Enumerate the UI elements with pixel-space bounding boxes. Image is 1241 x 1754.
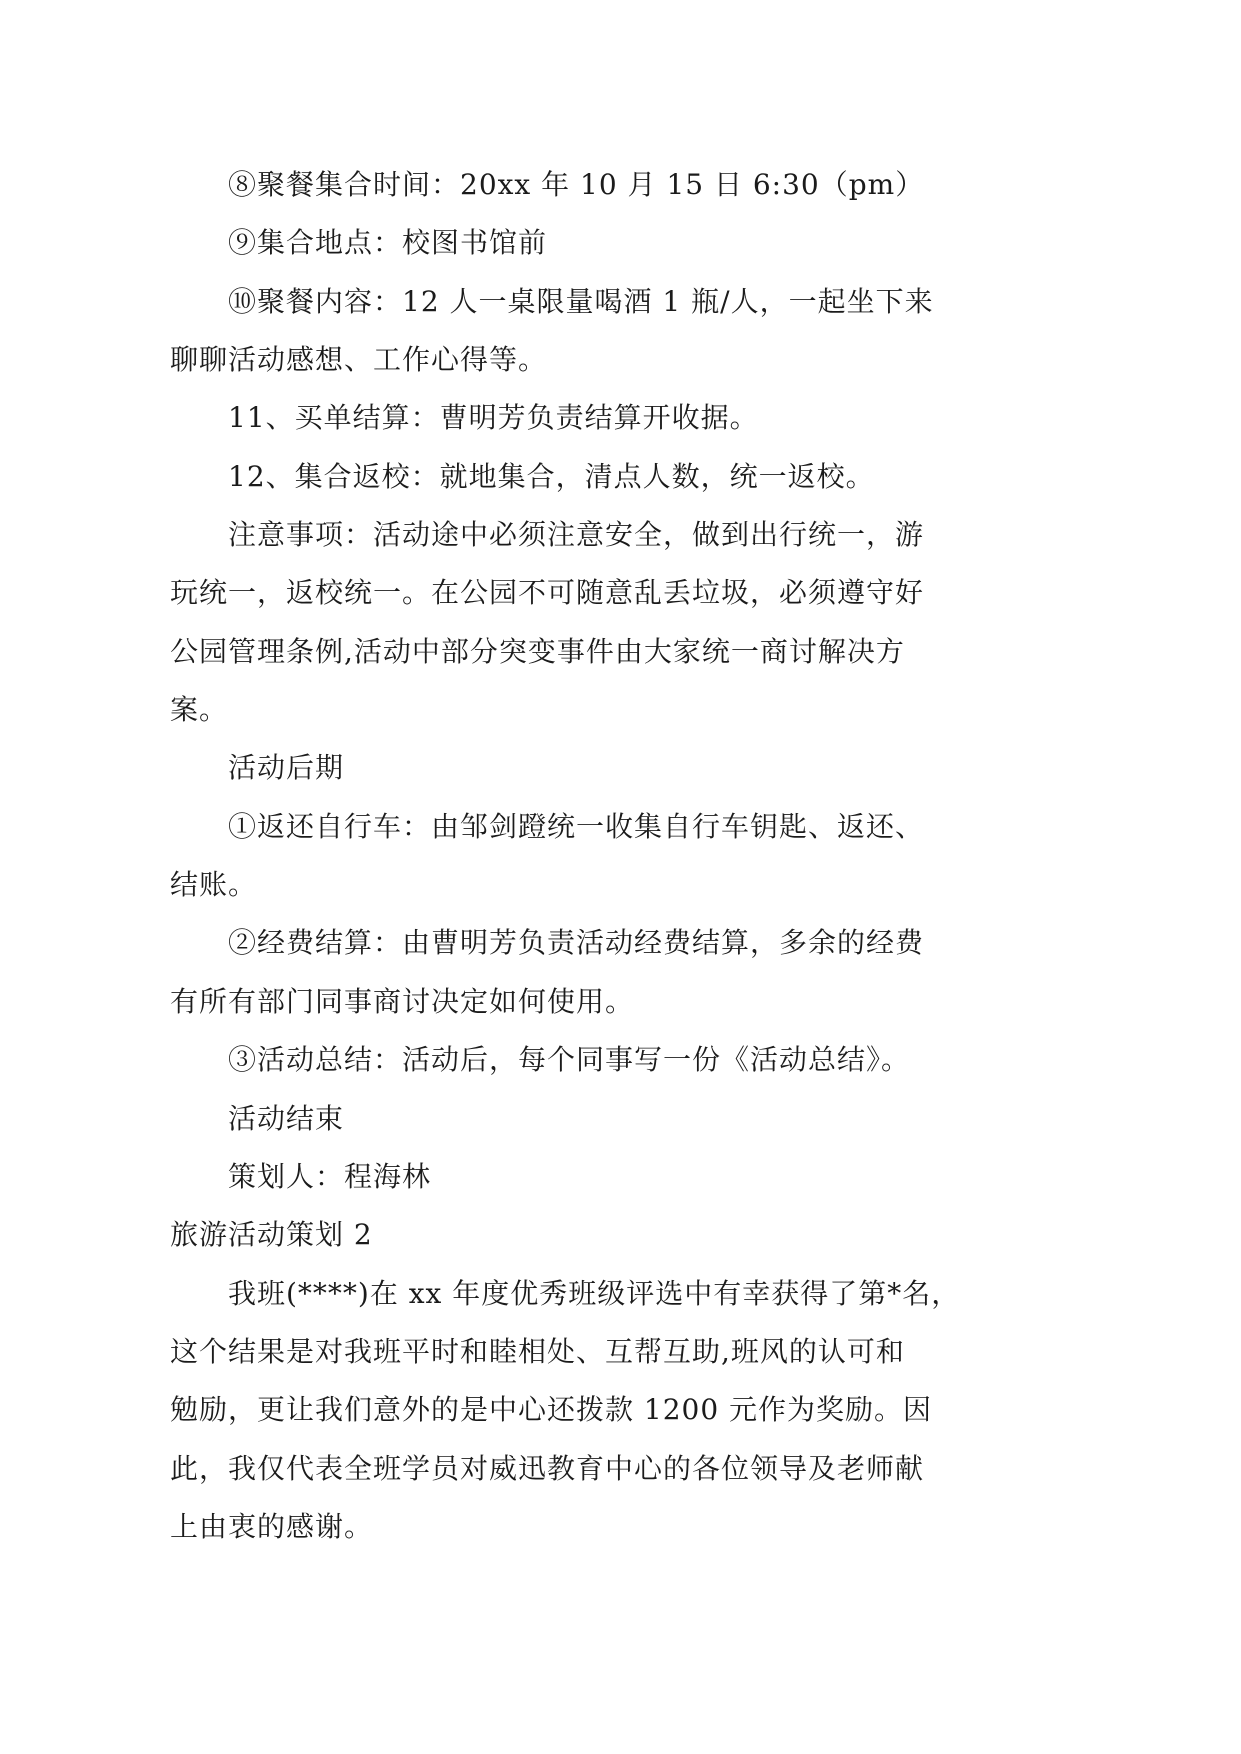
planner-line: 策划人：程海林 [228, 1159, 432, 1193]
paragraph-line: 勉励，更让我们意外的是中心还拨款 1200 元作为奖励。因 [170, 1393, 933, 1427]
paragraph-line: ⑧聚餐集合时间：20xx 年 10 月 15 日 6:30（pm） [228, 168, 925, 201]
subsection-heading: 活动后期 [228, 751, 345, 785]
paragraph-line: 12、集合返校：就地集合，清点人数，统一返校。 [228, 459, 875, 493]
paragraph-line: 玩统一，返校统一。在公园不可随意乱丢垃圾，必须遵守好 [170, 576, 925, 610]
paragraph-line: ①返还自行车：由邹剑蹬统一收集自行车钥匙、返还、 [228, 809, 925, 843]
paragraph-line: ③活动总结：活动后，每个同事写一份《活动总结》。 [228, 1043, 911, 1077]
paragraph-line: 这个结果是对我班平时和睦相处、互帮互助,班风的认可和 [170, 1334, 905, 1368]
paragraph-line: 上由衷的感谢。 [170, 1509, 374, 1543]
subsection-heading: 活动结束 [228, 1101, 345, 1135]
paragraph-line: 注意事项：活动途中必须注意安全，做到出行统一，游 [228, 518, 925, 552]
paragraph-line: 有所有部门同事商讨决定如何使用。 [170, 984, 635, 1018]
paragraph-line: ⑨集合地点：校图书馆前 [228, 226, 548, 260]
paragraph-line: 案。 [170, 693, 229, 727]
paragraph-line: 结账。 [170, 868, 258, 902]
paragraph-line: 聊聊活动感想、工作心得等。 [170, 343, 548, 377]
paragraph-line: 公园管理条例,活动中部分突变事件由大家统一商讨解决方 [170, 634, 905, 668]
paragraph-line: 11、买单结算：曹明芳负责结算开收据。 [228, 401, 759, 435]
paragraph-line: 此，我仅代表全班学员对威迅教育中心的各位领导及老师献 [170, 1451, 925, 1485]
document-body [170, 156, 1070, 1556]
paragraph-line: 我班(****)在 xx 年度优秀班级评选中有幸获得了第*名， [228, 1276, 961, 1310]
paragraph-line: ②经费结算：由曹明芳负责活动经费结算，多余的经费 [228, 926, 925, 960]
paragraph-line: ⑩聚餐内容：12 人一桌限量喝酒 1 瓶/人，一起坐下来 [228, 284, 934, 318]
section-title: 旅游活动策划 2 [170, 1218, 373, 1252]
